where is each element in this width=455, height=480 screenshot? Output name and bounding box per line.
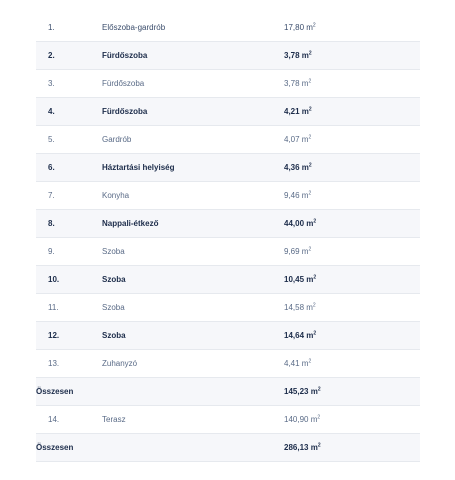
table-row (36, 126, 420, 154)
room-name: Előszoba-gardrób (102, 23, 166, 32)
row-number: 10. (48, 275, 60, 284)
room-name: Szoba (102, 247, 125, 256)
table-row (36, 42, 420, 70)
row-number: 6. (48, 163, 55, 172)
total-area: 145,23 $m^2$ (284, 386, 321, 396)
row-number: 7. (48, 191, 55, 200)
room-name: Fürdőszoba (102, 79, 145, 88)
room-area: 17,80 $m^2$ (284, 22, 316, 32)
room-area: 4,21 $m^2$ (284, 106, 312, 116)
room-area: 44,00 $m^2$ (284, 218, 317, 228)
total-label: Összesen (36, 387, 74, 396)
room-area-table (36, 14, 420, 462)
subtotal-row (36, 378, 420, 406)
row-number: 11. (48, 303, 59, 312)
room-name: Háztartási helyiség (102, 163, 175, 172)
table-row (36, 98, 420, 126)
table-row (36, 210, 420, 238)
table-row (36, 182, 420, 210)
table-row (36, 14, 420, 42)
room-area: 14,64 $m^2$ (284, 330, 317, 340)
table-row (36, 154, 420, 182)
table-row (36, 70, 420, 98)
room-area: 140,90 $m^2$ (284, 414, 321, 424)
room-area: 3,78 $m^2$ (284, 50, 312, 60)
row-number: 14. (48, 415, 60, 424)
room-area: 4,07 $m^2$ (284, 134, 312, 144)
room-area: 3,78 $m^2$ (284, 78, 312, 88)
room-name: Konyha (102, 191, 130, 200)
room-name: Fürdőszoba (102, 51, 148, 60)
table-row (36, 406, 420, 434)
total-label: Összesen (36, 443, 74, 452)
room-area: 9,46 $m^2$ (284, 190, 312, 200)
row-number: 13. (48, 359, 60, 368)
room-name: Fürdőszoba (102, 107, 148, 116)
table-row (36, 350, 420, 378)
room-name: Gardrób (102, 135, 132, 144)
room-area: 14,58 $m^2$ (284, 302, 316, 312)
row-number: 1. (48, 23, 55, 32)
row-number: 2. (48, 51, 55, 60)
room-area: 4,36 $m^2$ (284, 162, 312, 172)
table-row (36, 238, 420, 266)
row-number: 12. (48, 331, 60, 340)
table-row (36, 322, 420, 350)
room-area: 10,45 $m^2$ (284, 274, 317, 284)
table-row (36, 294, 420, 322)
total-area: 286,13 $m^2$ (284, 442, 321, 452)
room-name: Szoba (102, 303, 125, 312)
room-name: Nappali-étkező (102, 219, 159, 228)
grand-total-row (36, 434, 420, 462)
row-number: 3. (48, 79, 55, 88)
row-number: 9. (48, 247, 55, 256)
row-number: 8. (48, 219, 55, 228)
room-name: Terasz (102, 415, 126, 424)
room-name: Szoba (102, 331, 126, 340)
room-name: Zuhanyzó (102, 359, 138, 368)
row-number: 5. (48, 135, 55, 144)
row-number: 4. (48, 107, 55, 116)
room-area: 9,69 $m^2$ (284, 246, 312, 256)
room-name: Szoba (102, 275, 126, 284)
table-row (36, 266, 420, 294)
room-area: 4,41 $m^2$ (284, 358, 312, 368)
